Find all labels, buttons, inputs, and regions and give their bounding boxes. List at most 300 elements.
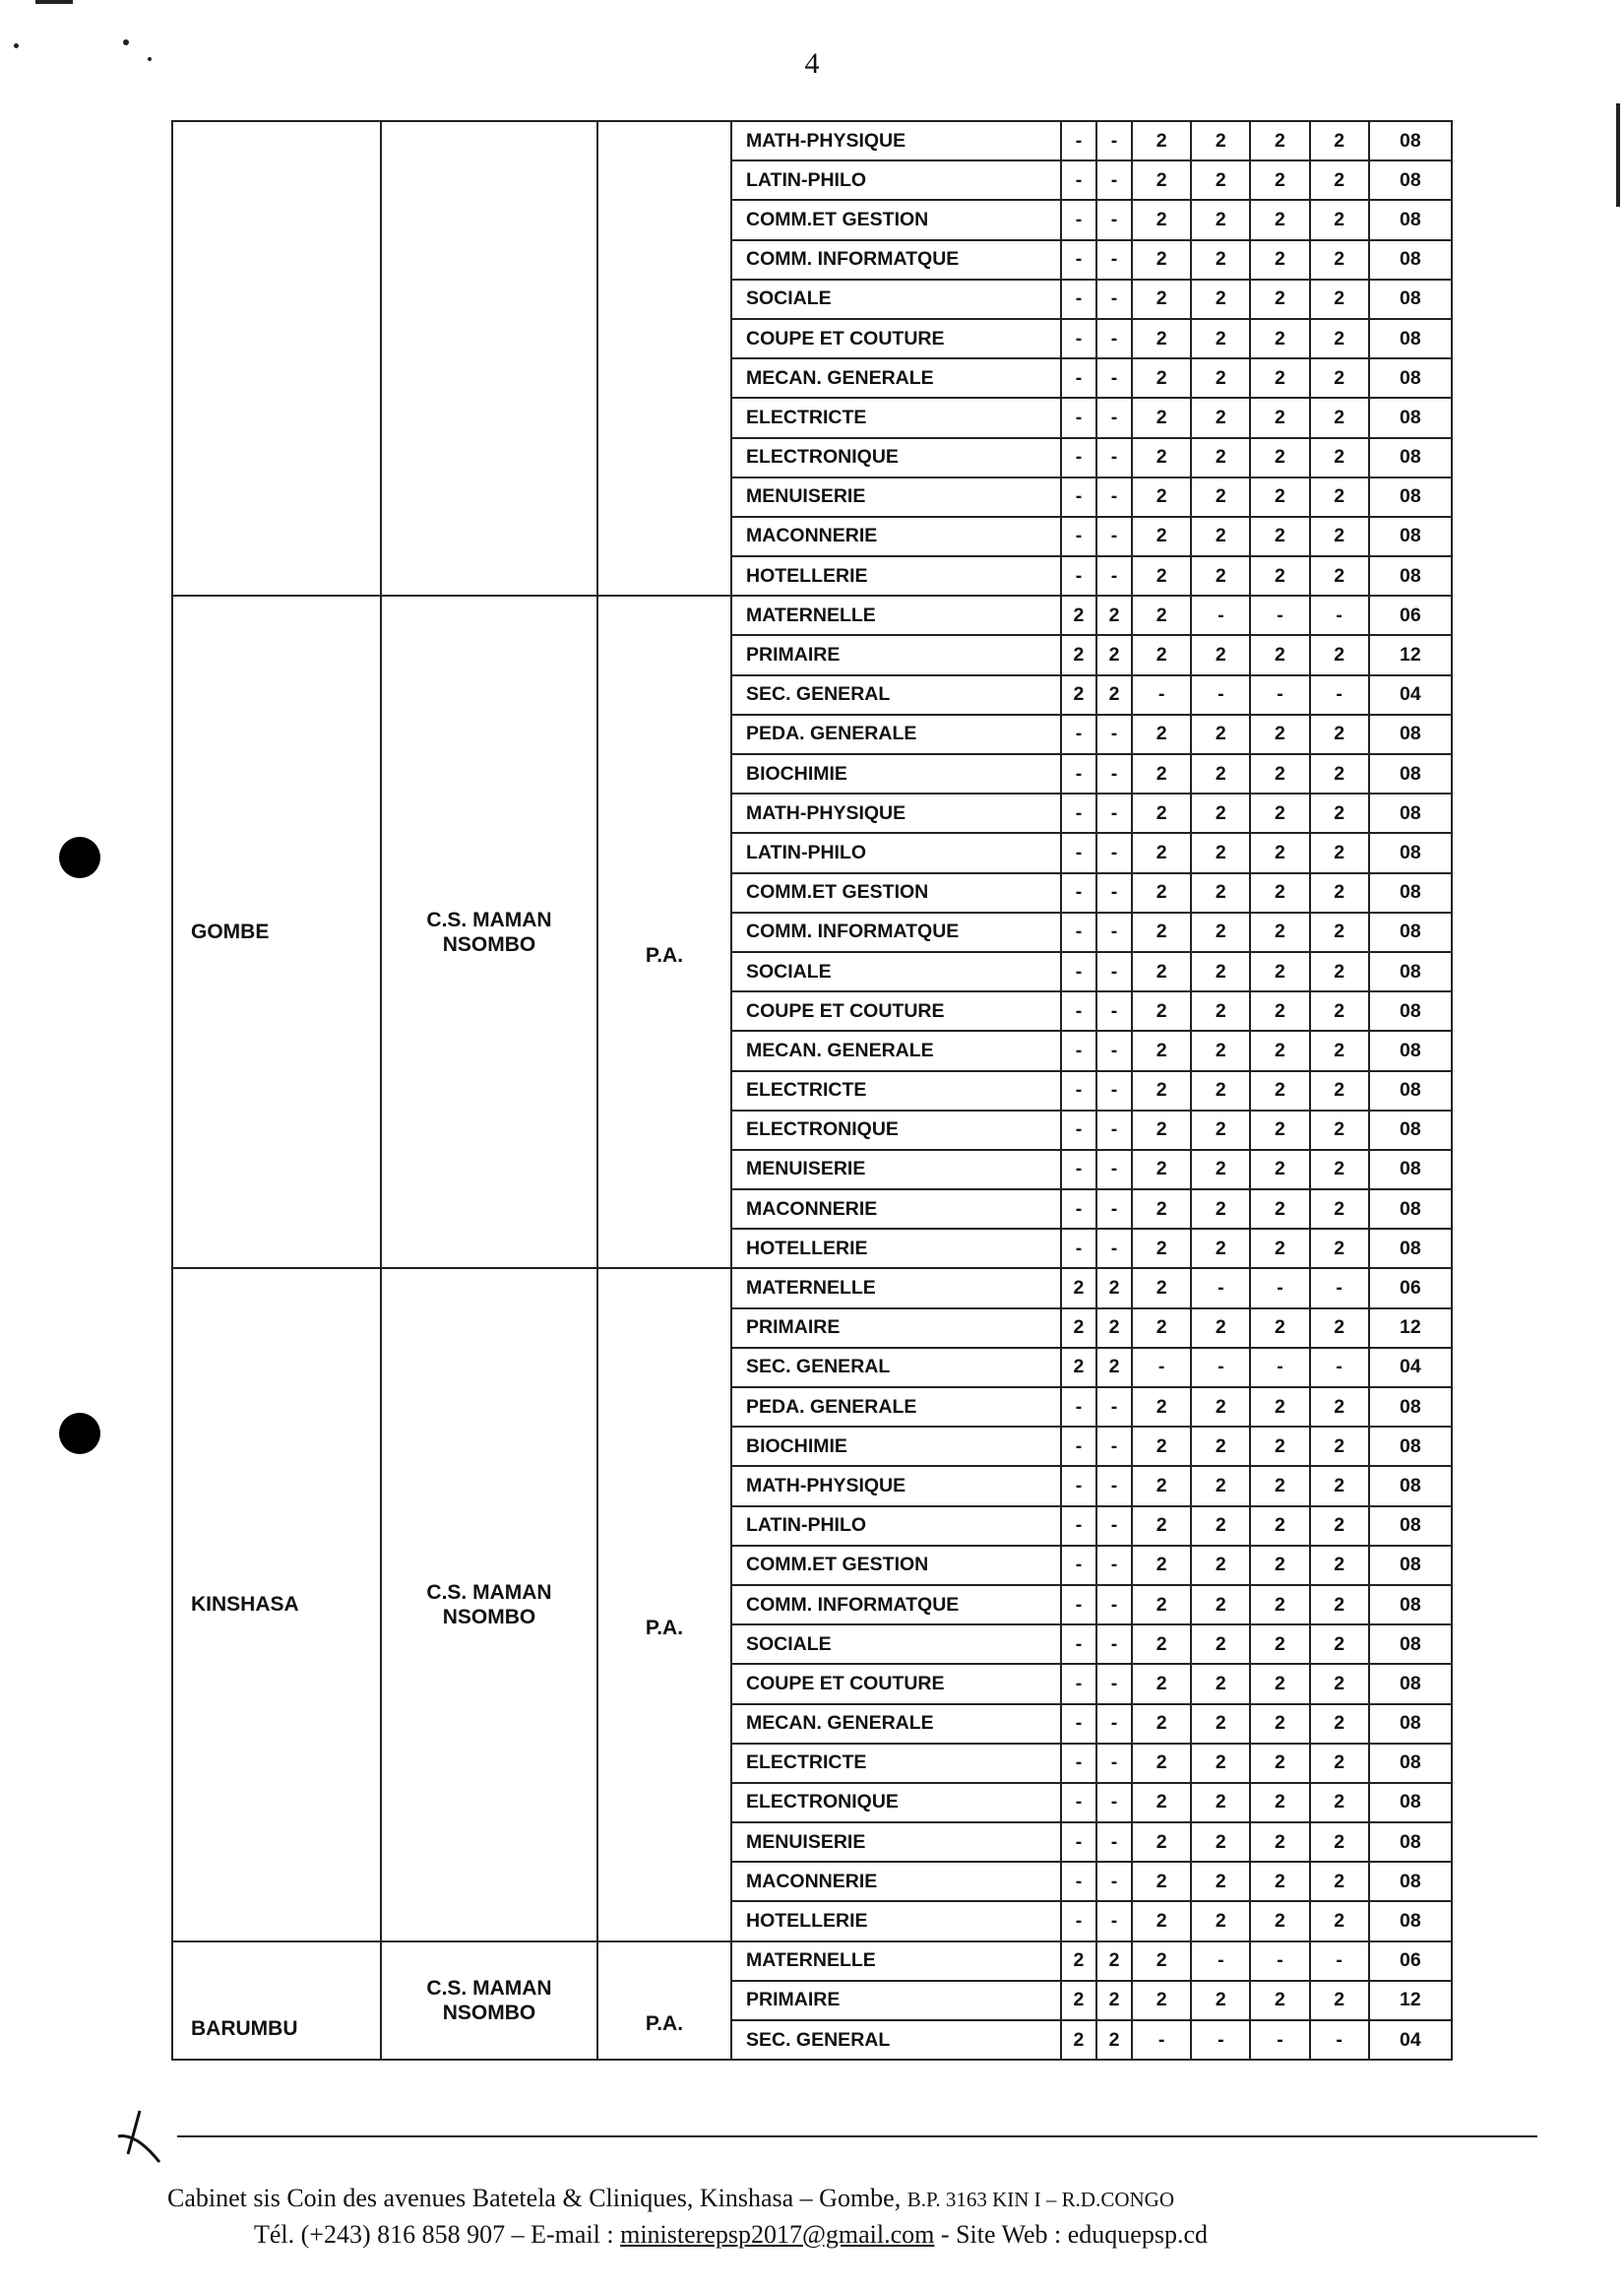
level-6-count: 2 [1310, 873, 1369, 913]
level-4-count: 2 [1191, 556, 1250, 595]
level-4-count: - [1191, 2020, 1250, 2059]
row-total: 08 [1369, 1427, 1451, 1466]
table-row [732, 1348, 1451, 1387]
level-6-count: 2 [1310, 794, 1369, 833]
option-name: MATH-PHYSIQUE [732, 1466, 1061, 1505]
table-row [732, 1150, 1451, 1189]
level-1-count: - [1061, 794, 1096, 833]
level-2-count: - [1096, 873, 1132, 913]
level-2-count: - [1096, 754, 1132, 794]
level-2-count: - [1096, 1783, 1132, 1822]
table-row [732, 1704, 1451, 1744]
level-4-count: 2 [1191, 873, 1250, 913]
level-6-count: 2 [1310, 1585, 1369, 1624]
level-4-count: 2 [1191, 1387, 1250, 1427]
table-row [732, 1506, 1451, 1546]
option-name: LATIN-PHILO [732, 160, 1061, 200]
table-row [732, 1901, 1451, 1940]
level-3-count: 2 [1132, 200, 1191, 239]
level-2-count: - [1096, 952, 1132, 991]
level-6-count: 2 [1310, 319, 1369, 358]
level-4-count: 2 [1191, 517, 1250, 556]
level-4-count: 2 [1191, 1862, 1250, 1901]
level-4-count: 2 [1191, 991, 1250, 1031]
table-row [732, 477, 1451, 517]
level-1-count: - [1061, 833, 1096, 872]
level-5-count: 2 [1250, 240, 1309, 280]
level-4-count: 2 [1191, 1901, 1250, 1940]
level-5-count: 2 [1250, 715, 1309, 754]
level-3-count: 2 [1132, 280, 1191, 319]
level-2-count: - [1096, 438, 1132, 477]
level-6-count: 2 [1310, 122, 1369, 160]
level-5-count: 2 [1250, 319, 1309, 358]
table-row [732, 1744, 1451, 1783]
option-name: COUPE ET COUTURE [732, 1664, 1061, 1703]
table-row [732, 1942, 1451, 1981]
row-total: 08 [1369, 1466, 1451, 1505]
row-total: 08 [1369, 1901, 1451, 1940]
option-name: COMM.ET GESTION [732, 1546, 1061, 1585]
level-3-count: 2 [1132, 517, 1191, 556]
table-row [732, 1664, 1451, 1703]
level-4-count: 2 [1191, 833, 1250, 872]
school-name-cell [382, 122, 598, 595]
level-3-count: - [1132, 2020, 1191, 2059]
level-4-count: 2 [1191, 438, 1250, 477]
level-5-count: 2 [1250, 556, 1309, 595]
level-6-count: 2 [1310, 1981, 1369, 2020]
level-1-count: - [1061, 952, 1096, 991]
option-name: HOTELLERIE [732, 1229, 1061, 1267]
level-4-count: 2 [1191, 1981, 1250, 2020]
level-5-count: 2 [1250, 991, 1309, 1031]
level-1-count: - [1061, 200, 1096, 239]
row-total: 06 [1369, 597, 1451, 635]
level-5-count: 2 [1250, 1862, 1309, 1901]
table-row [732, 1071, 1451, 1111]
level-1-count: - [1061, 1189, 1096, 1229]
level-6-count: 2 [1310, 635, 1369, 674]
level-1-count: - [1061, 240, 1096, 280]
level-2-count: - [1096, 1150, 1132, 1189]
level-2-count: - [1096, 1506, 1132, 1546]
level-4-count: 2 [1191, 1822, 1250, 1862]
level-3-count: 2 [1132, 1546, 1191, 1585]
row-total: 12 [1369, 1308, 1451, 1348]
footer-address-main: Cabinet sis Coin des avenues Batetela & Cliniques, Kinshasa – Gombe, [167, 2184, 907, 2212]
option-name: ELECTRICTE [732, 1071, 1061, 1111]
level-3-count: 2 [1132, 556, 1191, 595]
level-4-count: 2 [1191, 754, 1250, 794]
level-6-count: 2 [1310, 477, 1369, 517]
level-5-count: 2 [1250, 1071, 1309, 1111]
scan-mark [35, 0, 73, 4]
level-5-count: - [1250, 675, 1309, 715]
level-2-count: - [1096, 1111, 1132, 1150]
option-name: MATH-PHYSIQUE [732, 122, 1061, 160]
level-1-count: - [1061, 358, 1096, 398]
punch-hole [59, 837, 100, 878]
level-4-count: 2 [1191, 715, 1250, 754]
level-3-count: 2 [1132, 794, 1191, 833]
row-total: 08 [1369, 1783, 1451, 1822]
level-2-count: - [1096, 1664, 1132, 1703]
table-row [732, 1427, 1451, 1466]
level-2-count: - [1096, 1704, 1132, 1744]
row-total: 08 [1369, 556, 1451, 595]
level-1-count: 2 [1061, 1308, 1096, 1348]
option-name: PEDA. GENERALE [732, 1387, 1061, 1427]
footer-website: - Site Web : eduquepsp.cd [934, 2220, 1209, 2249]
school-block [171, 1940, 1453, 2062]
level-4-count: 2 [1191, 1466, 1250, 1505]
row-total: 08 [1369, 1506, 1451, 1546]
level-4-count: 2 [1191, 1704, 1250, 1744]
table-row [732, 754, 1451, 794]
table-row [732, 200, 1451, 239]
level-2-count: - [1096, 1744, 1132, 1783]
level-4-count: 2 [1191, 280, 1250, 319]
row-total: 08 [1369, 1704, 1451, 1744]
commune-cell: KINSHASA [173, 1269, 382, 1940]
level-5-count: 2 [1250, 1150, 1309, 1189]
level-2-count: - [1096, 160, 1132, 200]
level-1-count: - [1061, 280, 1096, 319]
commune-cell: GOMBE [173, 597, 382, 1267]
level-5-count: 2 [1250, 1704, 1309, 1744]
table-row [732, 319, 1451, 358]
table-row [732, 597, 1451, 635]
level-2-count: - [1096, 200, 1132, 239]
row-total: 04 [1369, 675, 1451, 715]
level-5-count: 2 [1250, 517, 1309, 556]
school-name: C.S. MAMAN NSOMBO [426, 908, 552, 956]
row-total: 08 [1369, 873, 1451, 913]
table-row [732, 398, 1451, 437]
option-name: PEDA. GENERALE [732, 715, 1061, 754]
row-total: 08 [1369, 1546, 1451, 1585]
level-2-count: - [1096, 358, 1132, 398]
level-3-count: 2 [1132, 1624, 1191, 1664]
level-3-count: - [1132, 675, 1191, 715]
options-subtable [732, 597, 1451, 1267]
table-row [732, 122, 1451, 160]
scan-speck [123, 39, 129, 45]
level-5-count: 2 [1250, 280, 1309, 319]
level-1-count: 2 [1061, 1269, 1096, 1307]
row-total: 08 [1369, 952, 1451, 991]
row-total: 08 [1369, 319, 1451, 358]
level-3-count: 2 [1132, 1744, 1191, 1783]
level-4-count: 2 [1191, 1150, 1250, 1189]
row-total: 08 [1369, 1071, 1451, 1111]
school-name: C.S. MAMAN NSOMBO [426, 1581, 552, 1629]
level-6-count: 2 [1310, 754, 1369, 794]
level-6-count: 2 [1310, 1783, 1369, 1822]
level-3-count: 2 [1132, 1585, 1191, 1624]
level-1-count: 2 [1061, 597, 1096, 635]
level-4-count: 2 [1191, 1783, 1250, 1822]
level-5-count: - [1250, 2020, 1309, 2059]
level-4-count: - [1191, 1942, 1250, 1981]
level-4-count: 2 [1191, 1071, 1250, 1111]
level-3-count: 2 [1132, 122, 1191, 160]
regime-cell [598, 122, 732, 595]
level-2-count: - [1096, 280, 1132, 319]
regime-cell: P.A. [598, 1269, 732, 1940]
table-row [732, 794, 1451, 833]
level-4-count: 2 [1191, 1624, 1250, 1664]
option-name: HOTELLERIE [732, 1901, 1061, 1940]
level-3-count: 2 [1132, 240, 1191, 280]
level-1-count: - [1061, 1664, 1096, 1703]
level-1-count: 2 [1061, 1348, 1096, 1387]
level-2-count: 2 [1096, 1348, 1132, 1387]
level-4-count: 2 [1191, 952, 1250, 991]
level-2-count: 2 [1096, 1269, 1132, 1307]
row-total: 08 [1369, 754, 1451, 794]
row-total: 08 [1369, 280, 1451, 319]
school-name-cell [382, 1269, 598, 1940]
level-4-count: 2 [1191, 1427, 1250, 1466]
row-total: 08 [1369, 122, 1451, 160]
level-6-count: 2 [1310, 1704, 1369, 1744]
level-2-count: - [1096, 1427, 1132, 1466]
level-2-count: 2 [1096, 675, 1132, 715]
level-3-count: 2 [1132, 319, 1191, 358]
level-4-count: 2 [1191, 1308, 1250, 1348]
level-1-count: - [1061, 556, 1096, 595]
level-3-count: 2 [1132, 1031, 1191, 1070]
option-name: BIOCHIMIE [732, 754, 1061, 794]
level-1-count: - [1061, 438, 1096, 477]
option-name: SEC. GENERAL [732, 675, 1061, 715]
row-total: 08 [1369, 160, 1451, 200]
level-4-count: 2 [1191, 122, 1250, 160]
level-4-count: 2 [1191, 1111, 1250, 1150]
level-4-count: 2 [1191, 635, 1250, 674]
level-5-count: 2 [1250, 1308, 1309, 1348]
level-6-count: 2 [1310, 1427, 1369, 1466]
table-row [732, 1546, 1451, 1585]
level-5-count: 2 [1250, 952, 1309, 991]
table-row [732, 715, 1451, 754]
level-3-count: 2 [1132, 913, 1191, 952]
table-row [732, 1387, 1451, 1427]
level-3-count: 2 [1132, 1308, 1191, 1348]
option-name: COMM.ET GESTION [732, 873, 1061, 913]
level-4-count: - [1191, 1348, 1250, 1387]
level-4-count: 2 [1191, 477, 1250, 517]
level-2-count: - [1096, 1229, 1132, 1267]
level-6-count: 2 [1310, 358, 1369, 398]
level-1-count: 2 [1061, 1942, 1096, 1981]
level-6-count: 2 [1310, 1466, 1369, 1505]
option-name: SOCIALE [732, 1624, 1061, 1664]
row-total: 08 [1369, 1229, 1451, 1267]
option-name: MENUISERIE [732, 1822, 1061, 1862]
level-6-count: 2 [1310, 1229, 1369, 1267]
table-row [732, 1031, 1451, 1070]
level-1-count: - [1061, 1901, 1096, 1940]
level-2-count: - [1096, 1862, 1132, 1901]
school-block [171, 595, 1453, 1267]
level-5-count: 2 [1250, 438, 1309, 477]
footer-email-link[interactable]: ministerepsp2017@gmail.com [620, 2220, 935, 2249]
level-6-count: - [1310, 1269, 1369, 1307]
level-4-count: 2 [1191, 1585, 1250, 1624]
option-name: SEC. GENERAL [732, 1348, 1061, 1387]
table-row [732, 358, 1451, 398]
level-2-count: - [1096, 517, 1132, 556]
option-name: COMM. INFORMATQUE [732, 240, 1061, 280]
level-1-count: - [1061, 160, 1096, 200]
level-5-count: 2 [1250, 873, 1309, 913]
level-5-count: 2 [1250, 160, 1309, 200]
level-4-count: 2 [1191, 1664, 1250, 1703]
level-6-count: 2 [1310, 1744, 1369, 1783]
level-1-count: - [1061, 1506, 1096, 1546]
table-row [732, 1466, 1451, 1505]
level-1-count: - [1061, 122, 1096, 160]
level-6-count: 2 [1310, 200, 1369, 239]
school-name-cell [382, 1942, 598, 2060]
level-5-count: 2 [1250, 913, 1309, 952]
options-subtable [732, 1942, 1451, 2060]
level-1-count: - [1061, 477, 1096, 517]
table-row [732, 1189, 1451, 1229]
level-5-count: 2 [1250, 1229, 1309, 1267]
row-total: 08 [1369, 833, 1451, 872]
level-2-count: 2 [1096, 1308, 1132, 1348]
level-4-count: 2 [1191, 1546, 1250, 1585]
level-4-count: 2 [1191, 160, 1250, 200]
options-subtable [732, 1269, 1451, 1940]
option-name: ELECTRICTE [732, 398, 1061, 437]
option-name: SOCIALE [732, 952, 1061, 991]
level-6-count: 2 [1310, 715, 1369, 754]
level-3-count: 2 [1132, 477, 1191, 517]
row-total: 08 [1369, 715, 1451, 754]
level-5-count: 2 [1250, 200, 1309, 239]
level-1-count: - [1061, 754, 1096, 794]
level-3-count: 2 [1132, 1506, 1191, 1546]
table-row [732, 635, 1451, 674]
level-4-count: - [1191, 675, 1250, 715]
level-6-count: 2 [1310, 1901, 1369, 1940]
level-3-count: 2 [1132, 1071, 1191, 1111]
option-name: COMM. INFORMATQUE [732, 913, 1061, 952]
option-name: MENUISERIE [732, 477, 1061, 517]
level-1-count: - [1061, 1427, 1096, 1466]
table-row [732, 2020, 1451, 2059]
level-1-count: - [1061, 991, 1096, 1031]
level-5-count: 2 [1250, 1585, 1309, 1624]
level-3-count: 2 [1132, 1387, 1191, 1427]
row-total: 08 [1369, 517, 1451, 556]
level-2-count: - [1096, 240, 1132, 280]
level-6-count: - [1310, 597, 1369, 635]
footer-phone: Tél. (+243) 816 858 907 – E-mail : [254, 2220, 621, 2249]
level-2-count: - [1096, 122, 1132, 160]
level-1-count: - [1061, 1229, 1096, 1267]
level-6-count: 2 [1310, 1506, 1369, 1546]
level-5-count: 2 [1250, 1546, 1309, 1585]
row-total: 08 [1369, 1744, 1451, 1783]
row-total: 08 [1369, 1862, 1451, 1901]
level-6-count: 2 [1310, 517, 1369, 556]
table-row [732, 913, 1451, 952]
option-name: BIOCHIMIE [732, 1427, 1061, 1466]
option-name: ELECTRONIQUE [732, 1111, 1061, 1150]
level-3-count: - [1132, 1348, 1191, 1387]
option-name: SEC. GENERAL [732, 2020, 1061, 2059]
option-name: MENUISERIE [732, 1150, 1061, 1189]
level-4-count: 2 [1191, 1744, 1250, 1783]
regime-cell: P.A. [598, 597, 732, 1267]
option-name: MATERNELLE [732, 1269, 1061, 1307]
level-4-count: 2 [1191, 913, 1250, 952]
level-1-count: - [1061, 1387, 1096, 1427]
row-total: 08 [1369, 477, 1451, 517]
row-total: 12 [1369, 1981, 1451, 2020]
table-row [732, 1229, 1451, 1267]
level-2-count: - [1096, 556, 1132, 595]
footer-rule [177, 2135, 1537, 2137]
school-block [171, 1267, 1453, 1940]
level-1-count: 2 [1061, 2020, 1096, 2059]
level-6-count: 2 [1310, 1624, 1369, 1664]
level-2-count: - [1096, 1387, 1132, 1427]
level-2-count: - [1096, 319, 1132, 358]
level-2-count: 2 [1096, 1942, 1132, 1981]
level-5-count: 2 [1250, 1981, 1309, 2020]
option-name: LATIN-PHILO [732, 833, 1061, 872]
table-row [732, 1822, 1451, 1862]
level-3-count: 2 [1132, 873, 1191, 913]
level-1-count: - [1061, 398, 1096, 437]
level-1-count: - [1061, 319, 1096, 358]
level-3-count: 2 [1132, 438, 1191, 477]
level-5-count: 2 [1250, 1387, 1309, 1427]
level-3-count: 2 [1132, 1111, 1191, 1150]
option-name: PRIMAIRE [732, 635, 1061, 674]
option-name: MATH-PHYSIQUE [732, 794, 1061, 833]
level-5-count: 2 [1250, 1664, 1309, 1703]
scan-edge-mark [1616, 103, 1620, 207]
level-2-count: - [1096, 991, 1132, 1031]
row-total: 08 [1369, 1387, 1451, 1427]
level-6-count: 2 [1310, 833, 1369, 872]
level-2-count: - [1096, 1071, 1132, 1111]
option-name: COUPE ET COUTURE [732, 991, 1061, 1031]
table-row [732, 280, 1451, 319]
level-6-count: 2 [1310, 240, 1369, 280]
level-5-count: - [1250, 1348, 1309, 1387]
row-total: 08 [1369, 1150, 1451, 1189]
level-5-count: 2 [1250, 477, 1309, 517]
row-total: 08 [1369, 1664, 1451, 1703]
level-5-count: - [1250, 597, 1309, 635]
level-1-count: - [1061, 1150, 1096, 1189]
level-2-count: - [1096, 794, 1132, 833]
level-2-count: - [1096, 715, 1132, 754]
level-4-count: - [1191, 597, 1250, 635]
level-4-count: 2 [1191, 1031, 1250, 1070]
level-6-count: 2 [1310, 1071, 1369, 1111]
row-total: 08 [1369, 1585, 1451, 1624]
